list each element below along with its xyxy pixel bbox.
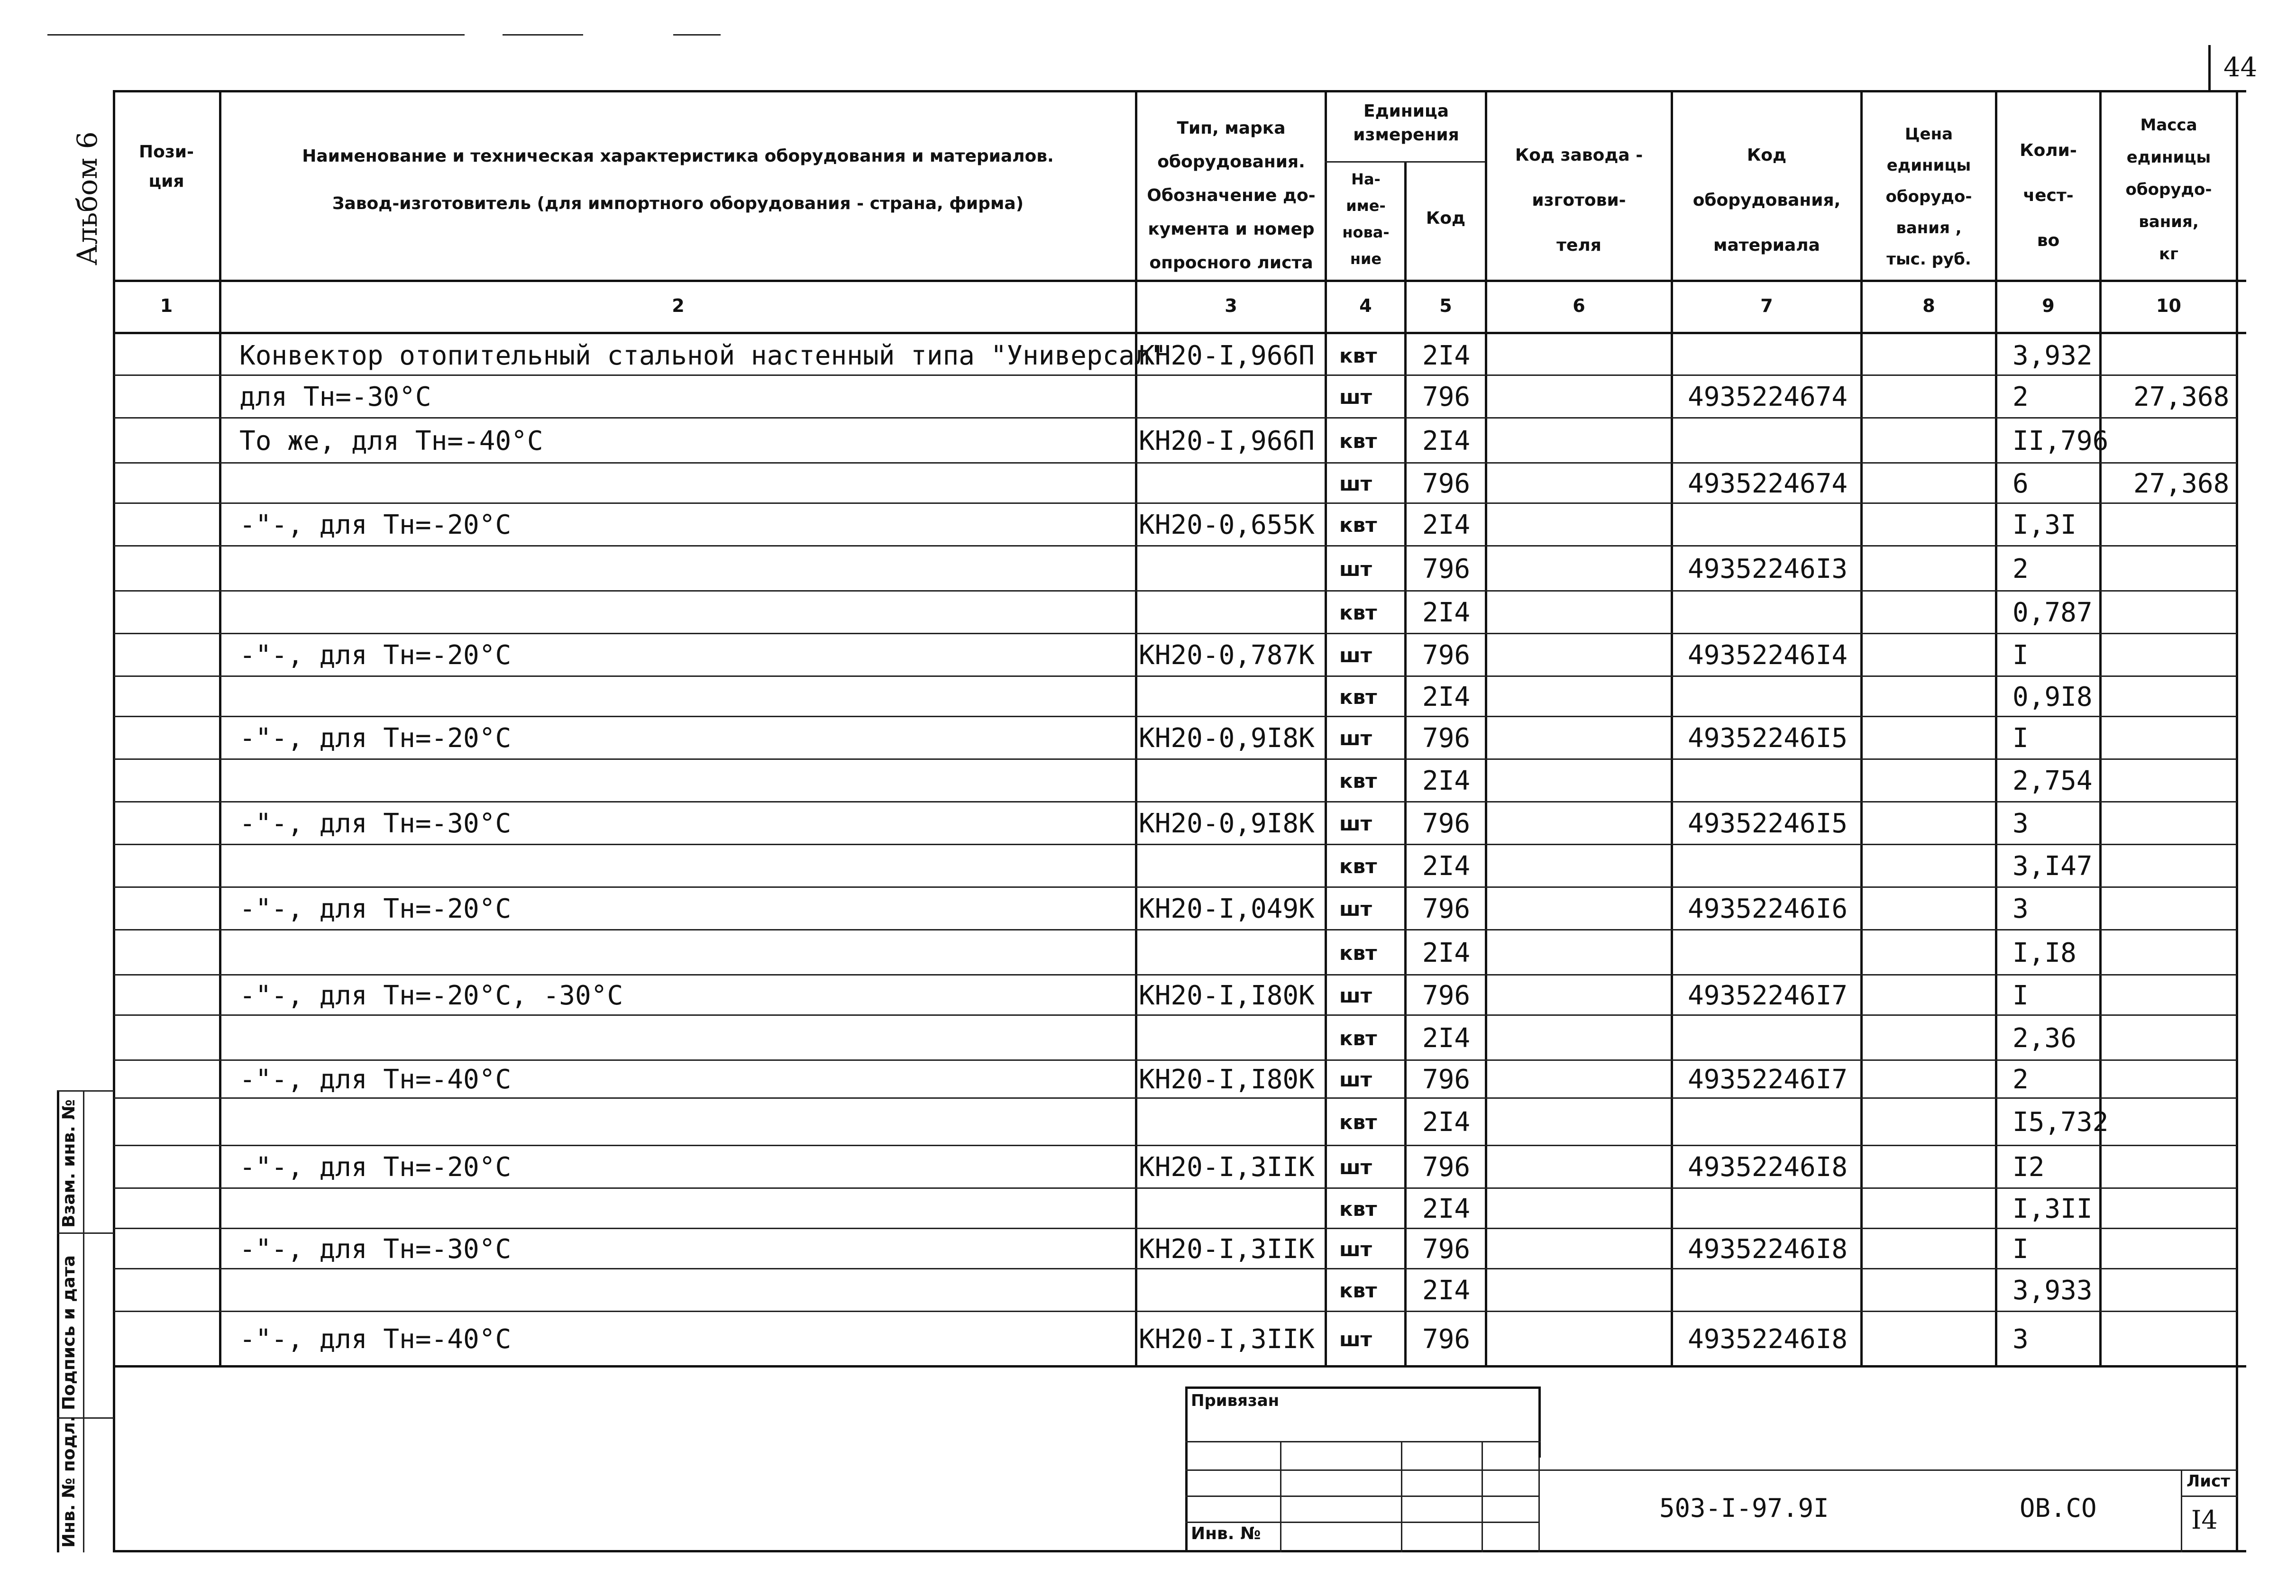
row-divider: [114, 974, 2237, 976]
cell-eq-code: 4935224674: [1688, 382, 1848, 412]
cell-name: -"-, для Тн=-30°С: [239, 808, 512, 839]
cell-qty: 3,933: [2012, 1275, 2093, 1306]
row-divider: [114, 633, 2237, 634]
cell-qty: 0,9I8: [2012, 682, 2093, 712]
row-divider: [114, 675, 2237, 677]
cell-code: 2I4: [1422, 510, 1471, 540]
cell-code: 796: [1422, 1324, 1471, 1355]
cell-qty: 3,I47: [2012, 851, 2093, 882]
cell-qty: 2,36: [2012, 1023, 2076, 1054]
cell-unit: шт: [1339, 984, 1372, 1007]
row-divider: [114, 801, 2237, 803]
cell-qty: 6: [2012, 468, 2029, 499]
cell-eq-code: 49352246I8: [1688, 1324, 1848, 1355]
col-border-1: [219, 90, 221, 1368]
row-divider: [114, 929, 2237, 930]
row-divider: [114, 716, 2237, 717]
cell-eq-code: 4935224674: [1688, 468, 1848, 499]
section-code: ОВ.СО: [2020, 1493, 2097, 1523]
cell-name: -"-, для Тн=-40°С: [239, 1064, 512, 1095]
tb-line-4: [1185, 1522, 1538, 1523]
cell-unit: квт: [1339, 344, 1377, 367]
cell-name: -"-, для Тн=-20°С: [239, 1152, 512, 1183]
cell-unit: шт: [1339, 812, 1372, 835]
stamp-div-1: [57, 1232, 114, 1234]
cell-qty: 2: [2012, 382, 2029, 412]
frame-bottom-border: [113, 1550, 2246, 1552]
cell-qty: 3,932: [2012, 340, 2093, 371]
row-divider: [114, 1311, 2237, 1312]
row-divider: [114, 1014, 2237, 1016]
table-top-border: [113, 90, 2246, 92]
row-divider: [114, 1059, 2237, 1061]
cell-code: 2I4: [1422, 1023, 1471, 1054]
cell-type: КН20-0,655К: [1139, 510, 1315, 540]
row-divider: [114, 545, 2237, 547]
top-right-tick: [2208, 45, 2211, 92]
colnum-5: 5: [1439, 295, 1452, 316]
cell-qty: I2: [2012, 1152, 2045, 1183]
cell-unit: шт: [1339, 1328, 1372, 1351]
cell-eq-code: 49352246I5: [1688, 723, 1848, 754]
cell-eq-code: 49352246I7: [1688, 1064, 1848, 1095]
cell-mass: 27,368: [2133, 382, 2230, 412]
tb-line-2: [1185, 1469, 2238, 1471]
cell-code: 796: [1422, 894, 1471, 924]
colnum-4: 4: [1359, 295, 1372, 316]
cell-name: -"-, для Тн=-20°С: [239, 723, 512, 754]
top-rule-right: [673, 34, 721, 36]
cell-eq-code: 49352246I8: [1688, 1152, 1848, 1183]
tb-line-3: [1185, 1496, 1538, 1497]
cell-unit: квт: [1339, 1027, 1377, 1050]
col-border-8: [1995, 90, 1997, 1368]
colnum-3: 3: [1225, 295, 1237, 316]
cell-qty: 3: [2012, 894, 2029, 924]
cell-type: КН20-0,787К: [1139, 640, 1315, 671]
header-bottom-border: [113, 280, 2246, 282]
cell-qty: 2: [2012, 554, 2029, 584]
cell-code: 2I4: [1422, 1275, 1471, 1306]
cell-unit: шт: [1339, 557, 1372, 581]
col-border-7: [1860, 90, 1863, 1368]
header-col3: Тип, марка оборудования. Обозначение до- кумента и номер опросного листа: [1147, 119, 1316, 273]
header-col1: Пози- ция: [139, 142, 194, 191]
cell-type: КН20-I,3IIК: [1139, 1324, 1315, 1355]
cell-unit: шт: [1339, 1068, 1372, 1091]
list-number: I4: [2191, 1505, 2218, 1535]
privyazan-label: Привязан: [1191, 1391, 1280, 1410]
cell-unit: квт: [1339, 429, 1377, 453]
cell-code: 2I4: [1422, 766, 1471, 796]
cell-qty: I5,732: [2012, 1107, 2109, 1138]
colnum-6: 6: [1573, 295, 1585, 316]
header-col7: Код оборудования, материала: [1692, 146, 1841, 255]
tb-v-4: [1538, 1458, 1540, 1552]
col-border-4: [1404, 161, 1407, 1368]
header-unit-group: Единица измерения: [1353, 101, 1459, 145]
cell-qty: I: [2012, 1234, 2029, 1265]
album-label: Альбом 6: [71, 131, 103, 265]
list-label: Лист: [2186, 1472, 2230, 1491]
cell-mass: 27,368: [2133, 468, 2230, 499]
tb-top: [1185, 1386, 1541, 1389]
stamp-top: [57, 1090, 114, 1092]
cell-eq-code: 49352246I5: [1688, 808, 1848, 839]
cell-type: КН20-I,049К: [1139, 894, 1315, 924]
cell-code: 796: [1422, 1234, 1471, 1265]
cell-unit: квт: [1339, 769, 1377, 793]
cell-qty: 2,754: [2012, 766, 2093, 796]
cell-type: КН20-I,966П: [1139, 426, 1315, 456]
colnum-1: 1: [160, 295, 173, 316]
cell-name: Конвектор отопительный стальной настенный типа "Универсал": [239, 340, 1167, 371]
cell-code: 2I4: [1422, 682, 1471, 712]
cell-unit: квт: [1339, 685, 1377, 709]
inv-no-label: Инв. №: [1191, 1524, 1261, 1543]
stamp-podpis-data: Подпись и дата: [59, 1255, 79, 1410]
cell-qty: I,3I: [2012, 510, 2076, 540]
cell-qty: 0,787: [2012, 597, 2093, 628]
stamp-inv-podl: Инв. № подл.: [59, 1415, 79, 1548]
unit-split-line: [1325, 161, 1485, 163]
cell-name: -"-, для Тн=-20°С, -30°С: [239, 980, 623, 1011]
col-border-6: [1671, 90, 1673, 1368]
row-divider: [114, 1187, 2237, 1189]
sheet-number-top: 44: [2223, 52, 2258, 83]
col-border-9: [2099, 90, 2102, 1368]
cell-unit: квт: [1339, 941, 1377, 965]
cell-unit: квт: [1339, 601, 1377, 624]
cell-eq-code: 49352246I7: [1688, 980, 1848, 1011]
cell-name: для Тн=-30°С: [239, 382, 431, 412]
cell-name: -"-, для Тн=-40°С: [239, 1324, 512, 1355]
cell-unit: шт: [1339, 897, 1372, 921]
cell-qty: 2: [2012, 1064, 2029, 1095]
stamp-vzam-inv: Взам. инв. №: [59, 1099, 79, 1228]
cell-type: КН20-I,I80К: [1139, 980, 1315, 1011]
colnum-7: 7: [1760, 295, 1773, 316]
header-col5: Код: [1426, 209, 1466, 228]
cell-code: 2I4: [1422, 426, 1471, 456]
cell-code: 796: [1422, 980, 1471, 1011]
cell-unit: шт: [1339, 1156, 1372, 1179]
tb-list-left: [2181, 1469, 2182, 1552]
col-border-3: [1325, 90, 1327, 1368]
header-col9: Коли- чест- во: [2020, 141, 2077, 250]
tb-list-split: [2181, 1496, 2238, 1497]
colnum-2: 2: [672, 295, 685, 316]
cell-name: То же, для Тн=-40°С: [239, 426, 543, 456]
row-divider: [114, 1228, 2237, 1229]
top-rule-left: [47, 34, 465, 36]
cell-qty: I,3II: [2012, 1194, 2093, 1224]
cell-code: 2I4: [1422, 1194, 1471, 1224]
row-divider: [114, 462, 2237, 464]
col-border-5: [1485, 90, 1487, 1368]
row-divider: [114, 590, 2237, 592]
row-divider: [114, 1097, 2237, 1099]
cell-name: -"-, для Тн=-20°С: [239, 894, 512, 924]
top-rule-mid: [503, 34, 583, 36]
row-divider: [114, 844, 2237, 845]
cell-name: -"-, для Тн=-20°С: [239, 510, 512, 540]
row-divider: [114, 1268, 2237, 1269]
cell-unit: шт: [1339, 644, 1372, 667]
cell-qty: II,796: [2012, 426, 2109, 456]
cell-code: 796: [1422, 382, 1471, 412]
cell-eq-code: 49352246I6: [1688, 894, 1848, 924]
cell-unit: шт: [1339, 385, 1372, 409]
cell-unit: шт: [1339, 1238, 1372, 1261]
tb-line-1: [1185, 1441, 1541, 1442]
colnum-bottom-border: [113, 332, 2246, 334]
cell-type: КН20-I,I80К: [1139, 1064, 1315, 1095]
tb-v-2: [1401, 1441, 1402, 1552]
row-divider: [114, 1145, 2237, 1146]
cell-code: 2I4: [1422, 340, 1471, 371]
cell-qty: 3: [2012, 1324, 2029, 1355]
cell-eq-code: 49352246I4: [1688, 640, 1848, 671]
cell-name: -"-, для Тн=-20°С: [239, 640, 512, 671]
header-col6: Код завода - изготови- теля: [1515, 146, 1643, 255]
cell-unit: квт: [1339, 513, 1377, 537]
cell-code: 2I4: [1422, 851, 1471, 882]
cell-qty: I: [2012, 980, 2029, 1011]
cell-code: 796: [1422, 554, 1471, 584]
cell-type: КН20-0,9I8К: [1139, 808, 1315, 839]
row-divider: [114, 758, 2237, 760]
tb-right-box: [1538, 1386, 1541, 1458]
cell-type: КН20-I,3IIК: [1139, 1152, 1315, 1183]
cell-unit: квт: [1339, 855, 1377, 878]
cell-qty: I: [2012, 723, 2029, 754]
tb-v-1: [1280, 1441, 1281, 1552]
cell-code: 796: [1422, 1152, 1471, 1183]
header-col8: Цена единицы оборудо- вания , тыс. руб.: [1885, 125, 1972, 269]
cell-type: КН20-I,3IIК: [1139, 1234, 1315, 1265]
col-border-10: [2236, 90, 2238, 1552]
row-divider: [114, 417, 2237, 419]
cell-eq-code: 49352246I8: [1688, 1234, 1848, 1265]
colnum-9: 9: [2042, 295, 2055, 316]
cell-code: 796: [1422, 468, 1471, 499]
cell-code: 2I4: [1422, 938, 1471, 968]
tb-v-3: [1482, 1441, 1483, 1552]
col-border-2: [1135, 90, 1137, 1368]
row-divider: [114, 374, 2237, 376]
cell-code: 796: [1422, 723, 1471, 754]
header-col10: Масса единицы оборудо- вания, кг: [2125, 116, 2212, 264]
cell-eq-code: 49352246I3: [1688, 554, 1848, 584]
cell-unit: шт: [1339, 472, 1372, 495]
cell-code: 796: [1422, 640, 1471, 671]
colnum-10: 10: [2156, 295, 2181, 316]
cell-code: 2I4: [1422, 597, 1471, 628]
cell-qty: 3: [2012, 808, 2029, 839]
cell-type: КН20-0,9I8К: [1139, 723, 1315, 754]
colnum-8: 8: [1922, 295, 1935, 316]
cell-name: -"-, для Тн=-30°С: [239, 1234, 512, 1265]
cell-unit: квт: [1339, 1197, 1377, 1221]
cell-unit: квт: [1339, 1111, 1377, 1134]
row-divider: [114, 502, 2237, 504]
cell-qty: I,I8: [2012, 938, 2076, 968]
header-col4: На- име- нова- ние: [1342, 170, 1390, 268]
header-col2: Наименование и техническая характеристика оборудования и материалов. Завод-изготовитель (для импортного оборудования - страна, фирма): [302, 146, 1054, 213]
cell-type: КН20-I,966П: [1139, 340, 1315, 371]
cell-qty: I: [2012, 640, 2029, 671]
cell-code: 2I4: [1422, 1107, 1471, 1138]
cell-code: 796: [1422, 808, 1471, 839]
stamp-col-divider: [83, 1090, 84, 1552]
cell-unit: шт: [1339, 727, 1372, 750]
body-bottom-border: [113, 1365, 2246, 1368]
row-divider: [114, 886, 2237, 888]
cell-code: 796: [1422, 1064, 1471, 1095]
cell-unit: квт: [1339, 1279, 1377, 1302]
doc-code: 503-I-97.9I: [1659, 1493, 1829, 1523]
